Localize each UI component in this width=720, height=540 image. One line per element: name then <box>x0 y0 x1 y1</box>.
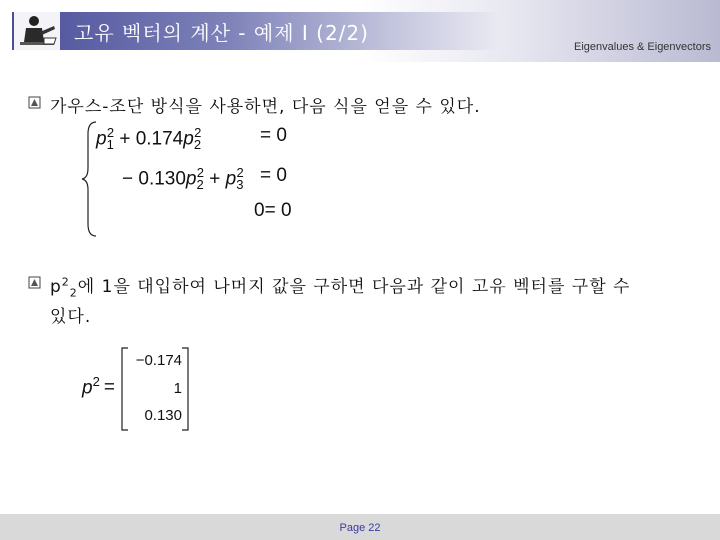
superscript: 2 <box>92 374 100 389</box>
vector-lhs <box>82 374 115 399</box>
var-p: p <box>225 168 237 190</box>
header-subtitle: Eigenvalues & Eigenvectors <box>574 41 711 53</box>
vector-entry-1: −0.174 <box>135 352 182 369</box>
subscript: 1 <box>106 137 114 153</box>
var-p: p <box>82 377 93 399</box>
superscript: 2 <box>194 125 202 140</box>
bullet-text-1: 가우스-조단 방식을 사용하면, 다음 식을 얻을 수 있다. <box>50 97 481 117</box>
row-3-lhs: 0 <box>254 200 265 221</box>
superscript: 2 <box>61 275 70 289</box>
vector-entry-2: 1 <box>173 380 182 397</box>
bullet-text-2-line-2: 있다. <box>50 307 92 327</box>
page-title: 고유 벡터의 계산 - 예제 I (2/2) <box>74 21 369 45</box>
superscript: 2 <box>106 125 115 140</box>
equation-row-3 <box>254 200 292 222</box>
bullet-icon <box>28 96 41 109</box>
var-p: p <box>183 128 194 150</box>
bullet-text-2: 에 1을 대입하여 나머지 값을 구하면 다음과 같이 고유 벡터를 구할 수 <box>77 277 631 297</box>
row-3-rhs: = 0 <box>264 200 292 221</box>
var-p: p <box>96 128 107 150</box>
subscript: 2 <box>196 177 204 193</box>
subscript: 2 <box>193 137 202 153</box>
superscript: 2 <box>196 165 204 180</box>
subscript: 3 <box>236 177 244 193</box>
superscript: 2 <box>236 165 244 180</box>
var-p: p <box>185 168 197 190</box>
operator: + <box>203 168 226 190</box>
equation-row-2 <box>122 165 244 192</box>
term-coefficient: + 0.174 <box>114 128 184 150</box>
bullet-icon <box>28 276 41 289</box>
var-p: p <box>50 277 62 297</box>
term-coefficient: − 0.130 <box>122 168 186 190</box>
footer-bar <box>0 514 720 540</box>
equals-sign: = <box>103 377 115 399</box>
vector-entry-3: 0.130 <box>144 407 182 424</box>
subscript: 2 <box>69 286 78 300</box>
bullet-text-2-line-1 <box>50 272 630 299</box>
equation-row-1 <box>96 125 201 152</box>
equation-row-2-rhs: = 0 <box>260 165 287 186</box>
equation-row-1-rhs: = 0 <box>260 125 287 146</box>
page-number: Page 22 <box>339 522 381 534</box>
presenter-logo-icon <box>14 12 60 50</box>
